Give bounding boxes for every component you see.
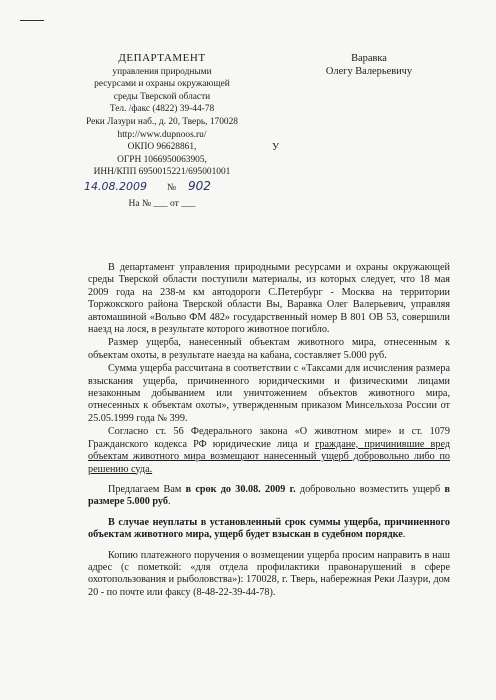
law-text: Согласно ст. 56 Федерального закона «О животном мире» и ст. 1079 Гражданского кодекса РФ юридические лица и (88, 426, 450, 450)
offer-period: . (167, 496, 171, 508)
letterhead-line: управления природными (112, 66, 212, 77)
offer-deadline: в срок до 30.08. 2009 г. (185, 483, 296, 495)
paragraph-offer (88, 484, 450, 509)
paragraph-damage-size: Размер ущерба, нанесенный объектам животного мира, отнесенным к объектам охоты, в результате наезда на кабана, составляет 5.000 руб. (88, 337, 450, 361)
date-number-row (62, 180, 262, 196)
paragraph-warning (88, 517, 450, 542)
letterhead-line: ИНН/КПП 6950015221/695001001 (93, 167, 231, 178)
warning-period: . (402, 529, 406, 541)
letter-body (88, 262, 450, 600)
warning-text: В случае неуплаты в установленный срок суммы ущерба, причиненного объектам животного мира, ущерб будет взыскан в судебном порядке (88, 516, 450, 541)
recipient-name: Олегу Валерьевичу (325, 66, 413, 77)
reference-line: На № ___ от ___ (128, 198, 196, 209)
paragraph-incident: В департамент управления природными ресурсами и охраны окружающей среды Тверской области поступили материалы, из которых следует, что 18 мая 2009 года на 238-м км автодороги С.Петербург - Москва на территории Торжокского района Тверской области Вы, Варавка Олег Валерьевич, управляя автомашиной «Вольво ФМ 482» государственный номер В 801 ОВ 53, совершили наезд на лося, в результате которого животное погибло. (88, 262, 450, 336)
offer-text: добровольно возместить ущерб (295, 483, 445, 495)
law-underlined-text: граждане, причинившие вред объектам животного мира возмещают нанесенный ущерб добровольно либо по решению суда. (88, 438, 451, 475)
letterhead-line: ОКПО 96628861, (127, 142, 197, 153)
handwritten-number: 902 (188, 178, 211, 193)
recipient-block (304, 52, 434, 78)
letterhead (62, 52, 262, 211)
department-title: ДЕПАРТАМЕНТ (118, 52, 206, 64)
paragraph-calculation: Сумма ущерба рассчитана в соответствии с «Таксами для исчисления размера взыскания ущерба, причиненного юридическими и физическими лицами незаконным добыванием или уничтожением объектов животного мира, отнесенных к объектам охоты», утвержденным приказом Минсельхоза России от 25.05.1999 года № 399. (88, 363, 450, 424)
paragraph-law (88, 426, 450, 476)
letterhead-line: http://www.dupnoos.ru/ (117, 129, 207, 140)
letterhead-line: ОГРН 1066950063905, (117, 154, 207, 165)
letterhead-line: среды Тверской области (113, 91, 211, 102)
letterhead-line: ресурсами и охраны окружающей (94, 79, 230, 90)
handwritten-date: 14.08.2009 (84, 179, 147, 193)
number-label: № (167, 182, 177, 193)
paragraph-payment-copy: Копию платежного поручения о возмещении ущерба просим направить в наш адрес (с пометкой: «для отдела профилактики правонарушений в сфере охотопользования и рыболовства»): 170028, г. Тверь, набережная Реки Лазури, дом 20 - по почте или факсу (8-48-22-39-44-78). (88, 549, 450, 598)
corner-mark (20, 20, 44, 21)
u-mark: У (272, 142, 280, 153)
letterhead-line: Реки Лазури наб., д. 20, Тверь, 170028 (86, 116, 238, 127)
recipient-surname: Варавка (351, 53, 387, 64)
offer-text: Предлагаем Вам (108, 483, 186, 495)
offer-amount: в размере 5.000 руб (88, 483, 450, 508)
letterhead-line: Тел. /факс (4822) 39-44-78 (109, 104, 215, 115)
